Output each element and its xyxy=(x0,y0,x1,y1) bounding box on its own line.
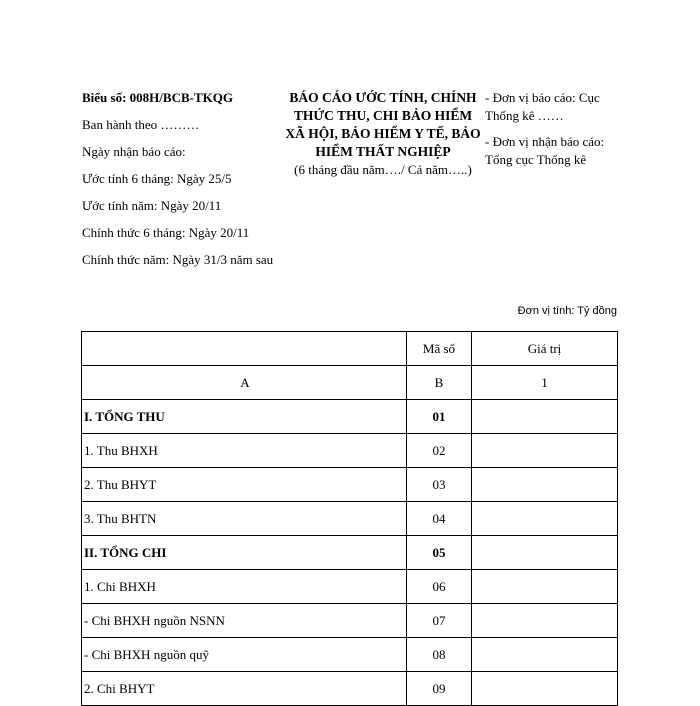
row-label: - Chi BHXH nguồn quỹ xyxy=(82,638,407,672)
row-value-cell xyxy=(472,536,618,570)
form-number: Biểu số: 008H/BCB-TKQG xyxy=(82,90,233,105)
issued-by: Ban hành theo ……… xyxy=(82,117,200,132)
table-row xyxy=(82,468,618,502)
report-table xyxy=(81,331,618,706)
header-code: Mã số xyxy=(407,332,472,366)
subheader-1: 1 xyxy=(472,366,618,400)
table-row xyxy=(82,638,618,672)
row-label: 1. Thu BHXH xyxy=(82,434,407,468)
table-row xyxy=(82,400,618,434)
row-code: 07 xyxy=(407,604,472,638)
right-header xyxy=(485,89,625,177)
row-label: 2. Thu BHYT xyxy=(82,468,407,502)
table-row xyxy=(82,570,618,604)
row-label: 1. Chi BHXH xyxy=(82,570,407,604)
row-label: I. TỔNG THU xyxy=(82,400,407,434)
row-value-cell xyxy=(472,502,618,536)
subheader-b: B xyxy=(407,366,472,400)
header-value: Giá trị xyxy=(472,332,618,366)
table-row xyxy=(82,434,618,468)
row-value-cell xyxy=(472,638,618,672)
row-code: 06 xyxy=(407,570,472,604)
unit-label: Đơn vị tính: Tỷ đồng xyxy=(517,305,617,317)
table-row xyxy=(82,604,618,638)
row-value-cell xyxy=(472,468,618,502)
row-label: 3. Thu BHTN xyxy=(82,502,407,536)
row-value-cell xyxy=(472,400,618,434)
official-6-months: Chính thức 6 tháng: Ngày 20/11 xyxy=(82,225,250,240)
estimate-year: Ước tính năm: Ngày 20/11 xyxy=(82,198,222,213)
official-year: Chính thức năm: Ngày 31/3 năm sau xyxy=(82,252,274,267)
row-code: 03 xyxy=(407,468,472,502)
receiving-unit: - Đơn vị nhận báo cáo: Tổng cục Thống kê xyxy=(485,134,605,167)
row-code: 02 xyxy=(407,434,472,468)
table-row xyxy=(82,536,618,570)
row-code: 05 xyxy=(407,536,472,570)
report-subtitle: (6 tháng đầu năm…./ Cả năm…..) xyxy=(294,162,472,177)
subheader-a: A xyxy=(82,366,407,400)
row-label: II. TỔNG CHI xyxy=(82,536,407,570)
table-row xyxy=(82,502,618,536)
row-value-cell xyxy=(472,434,618,468)
row-code: 04 xyxy=(407,502,472,536)
row-value-cell xyxy=(472,570,618,604)
row-label: - Chi BHXH nguồn NSNN xyxy=(82,604,407,638)
reporting-unit: - Đơn vị báo cáo: Cục Thống kê …… xyxy=(485,90,600,123)
estimate-6-months: Ước tính 6 tháng: Ngày 25/5 xyxy=(82,171,232,186)
table-header-row xyxy=(82,332,618,366)
row-value-cell xyxy=(472,672,618,706)
row-code: 08 xyxy=(407,638,472,672)
row-code: 09 xyxy=(407,672,472,706)
row-label: 2. Chi BHYT xyxy=(82,672,407,706)
row-value-cell xyxy=(472,604,618,638)
left-header xyxy=(82,89,282,278)
report-title: BÁO CÁO ƯỚC TÍNH, CHÍNH THỨC THU, CHI BẢO HIỂM XÃ HỘI, BẢO HIỂM Y TẾ, BẢO HIỂM THẤT NGHIỆP xyxy=(285,90,481,159)
report-title-block xyxy=(283,89,483,179)
header-indicator xyxy=(82,332,407,366)
row-code: 01 xyxy=(407,400,472,434)
table-row xyxy=(82,672,618,706)
received-date: Ngày nhận báo cáo: xyxy=(82,144,186,159)
table-subheader-row xyxy=(82,366,618,400)
